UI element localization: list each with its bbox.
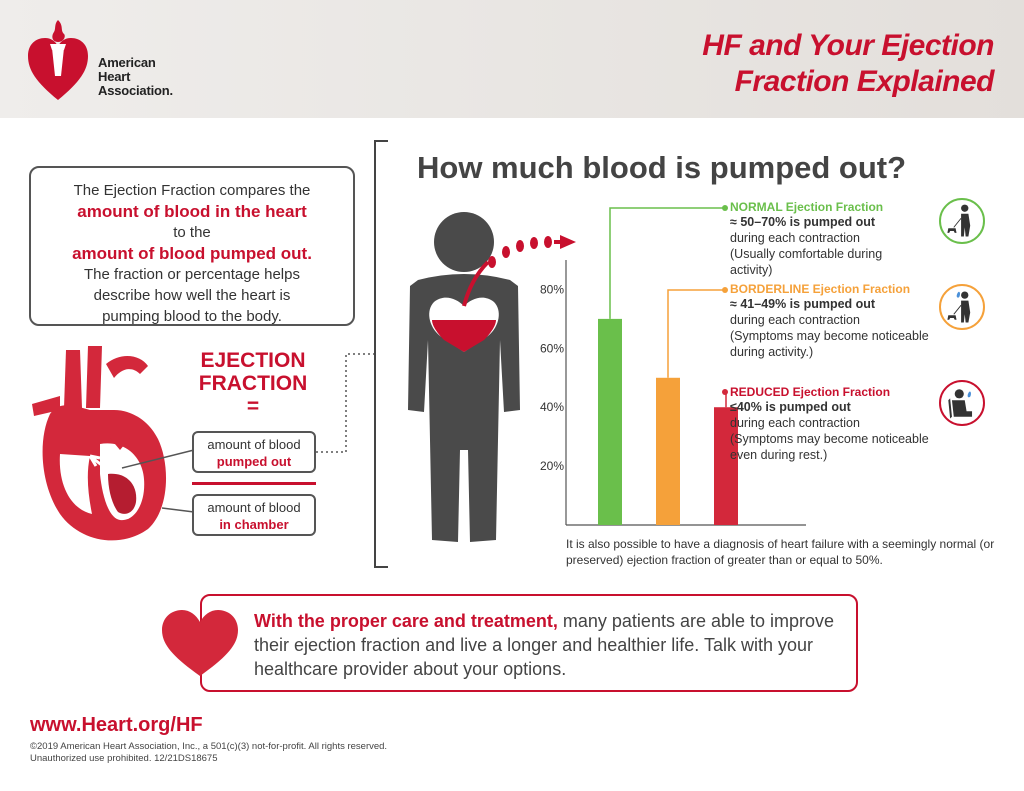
heading-line: = — [246, 395, 260, 418]
aha-torch-heart-logo-icon — [26, 18, 90, 102]
intro-highlight: amount of blood pumped out. — [72, 244, 312, 263]
closing-highlight: With the proper care and treatment, — [254, 611, 558, 631]
formula-pointer-lines — [120, 440, 200, 520]
reduced-ef-line: even during rest.) — [730, 448, 828, 462]
closing-message-box — [200, 594, 858, 692]
copyright-line: ©2019 American Heart Association, Inc., a 501(c)(3) not-for-profit. All rights reserved. — [30, 741, 388, 752]
normal-ef-annotation — [730, 200, 970, 278]
normal-ef-title: NORMAL Ejection Fraction — [730, 200, 884, 214]
numerator-box — [192, 431, 316, 473]
y-tick-label: 20% — [540, 459, 565, 474]
reduced-ef-line: during each contraction — [730, 416, 860, 430]
chart-title: How much blood is pumped out? — [417, 150, 907, 185]
borderline-ef-line: during each contraction — [730, 313, 860, 327]
closing-text: many patients are able to improve their ejection fraction and live a longer and healthier life. Talk with your healthcare provider about your options. — [254, 611, 835, 679]
y-tick-label: 80% — [540, 282, 565, 297]
heart-icon — [160, 608, 240, 678]
borderline-ef-range: ≈ 41–49% is pumped out — [730, 297, 876, 311]
numerator-highlight: pumped out — [216, 454, 292, 469]
intro-line: to the — [173, 224, 211, 241]
logo-line: American — [98, 55, 156, 70]
aha-logo-text — [98, 56, 173, 98]
resting-person-icon — [939, 380, 985, 426]
leader-line-borderline — [668, 290, 724, 378]
intro-line: The Ejection Fraction compares the — [73, 182, 311, 199]
copyright-line: Unauthorized use prohibited. 12/21DS18675 — [30, 753, 218, 764]
title-line: Fraction Explained — [734, 65, 994, 98]
reduced-ef-range: ≤40% is pumped out — [730, 400, 851, 414]
intro-line: The fraction or percentage helps — [84, 266, 300, 283]
denominator-line: amount of blood — [207, 500, 301, 515]
normal-ef-range: ≈ 50–70% is pumped out — [730, 215, 876, 229]
logo-line: Heart — [98, 69, 131, 84]
ejection-fraction-heading — [188, 349, 318, 418]
normal-ef-line: during each contraction — [730, 231, 860, 245]
page-title — [574, 28, 994, 100]
borderline-ef-line: (Symptoms may become noticeable — [730, 329, 929, 343]
reduced-ef-line: (Symptoms may become noticeable — [730, 432, 929, 446]
leader-dot-borderline — [722, 287, 728, 293]
numerator-line: amount of blood — [207, 437, 301, 452]
intro-line: describe how well the heart is — [93, 287, 291, 304]
bar-leader-lines — [610, 205, 728, 407]
leader-line-normal — [610, 208, 724, 319]
logo-line: Association. — [98, 83, 173, 98]
intro-line: pumping blood to the body. — [102, 308, 282, 325]
intro-box — [29, 166, 355, 326]
normal-ef-line: (Usually comfortable during — [730, 247, 883, 261]
y-tick-label: 60% — [540, 341, 565, 356]
y-tick-label: 40% — [540, 400, 565, 415]
intro-highlight: amount of blood in the heart — [77, 202, 307, 221]
person-figure-icon — [408, 212, 520, 542]
borderline-ef-line: during activity.) — [730, 345, 814, 359]
walking-dog-icon — [939, 198, 985, 244]
blood-drops — [488, 235, 576, 268]
chart-note: It is also possible to have a diagnosis of heart failure with a seemingly normal (or preserved) ejection fraction of greater than or equal to 50%. — [566, 537, 995, 567]
heading-line: FRACTION — [198, 372, 308, 395]
leader-dot-normal — [722, 205, 728, 211]
denominator-box — [192, 494, 316, 536]
bar-normal — [598, 319, 622, 525]
heading-line: EJECTION — [200, 349, 306, 372]
leader-dot-reduced — [722, 389, 728, 395]
normal-ef-line: activity) — [730, 263, 773, 277]
fraction-divider — [192, 482, 316, 485]
title-line: HF and Your Ejection — [702, 29, 994, 62]
denominator-highlight: in chamber — [219, 517, 289, 532]
bar-borderline — [656, 378, 680, 525]
borderline-ef-annotation — [730, 282, 970, 360]
reduced-ef-annotation — [730, 385, 970, 463]
dotted-connector — [316, 349, 374, 454]
footer-copyright — [30, 741, 387, 765]
reduced-ef-title: REDUCED Ejection Fraction — [730, 385, 891, 399]
tired-walking-dog-icon — [939, 284, 985, 330]
borderline-ef-title: BORDERLINE Ejection Fraction — [730, 282, 911, 296]
y-tick-labels — [540, 282, 564, 473]
footer-url-link[interactable]: www.Heart.org/HF — [30, 714, 203, 736]
